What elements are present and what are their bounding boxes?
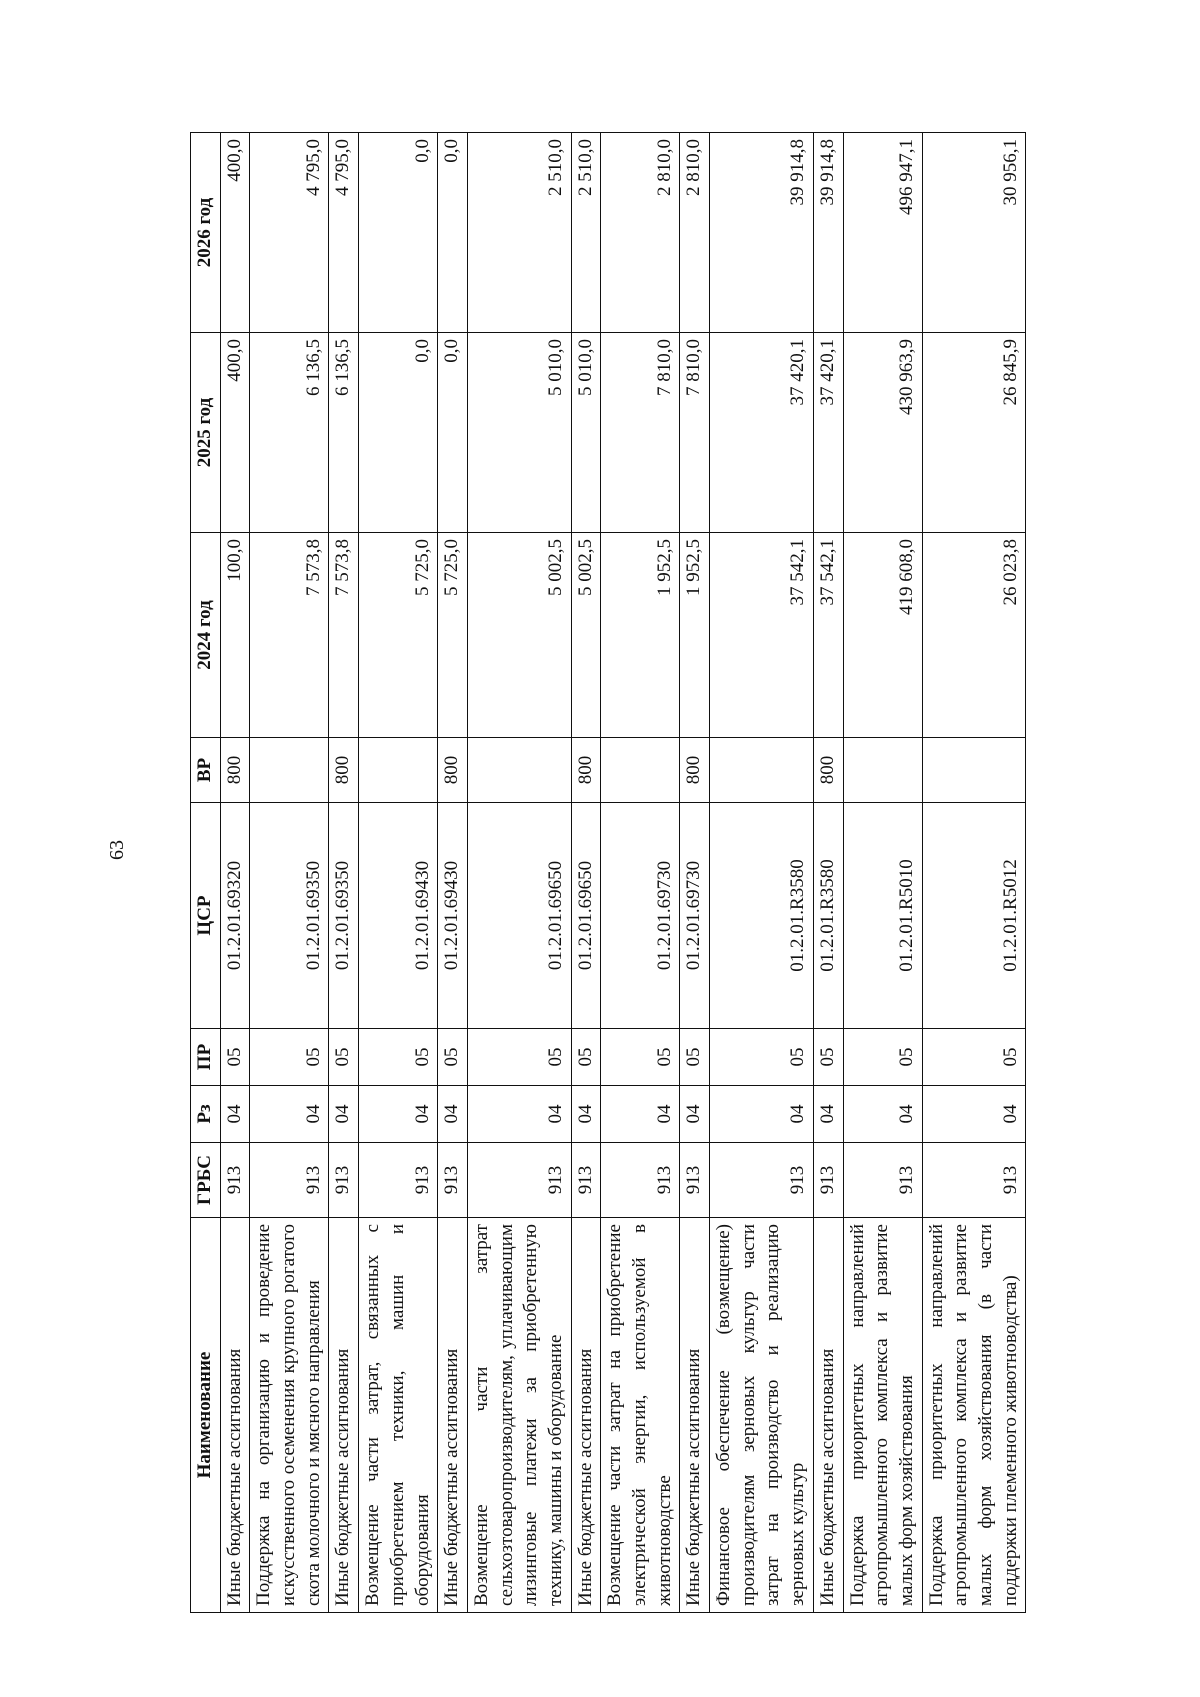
header-2026: 2026 год xyxy=(191,133,221,333)
cell-2024: 5 725,0 xyxy=(438,533,468,738)
cell-2024: 100,0 xyxy=(220,533,250,738)
cell-2026: 2 810,0 xyxy=(601,133,680,333)
cell-rz: 04 xyxy=(329,1086,359,1143)
cell-vr: 800 xyxy=(680,738,710,803)
cell-rz: 04 xyxy=(467,1086,571,1143)
cell-2026: 2 810,0 xyxy=(680,133,710,333)
cell-2025: 7 810,0 xyxy=(601,333,680,533)
cell-2024: 1 952,5 xyxy=(680,533,710,738)
cell-grbs: 913 xyxy=(250,1143,329,1218)
cell-grbs: 913 xyxy=(843,1143,922,1218)
header-pr: ПР xyxy=(191,1029,221,1086)
cell-grbs: 913 xyxy=(710,1143,814,1218)
cell-rz: 04 xyxy=(601,1086,680,1143)
cell-rz: 04 xyxy=(220,1086,250,1143)
cell-2026: 0,0 xyxy=(438,133,468,333)
cell-vr xyxy=(467,738,571,803)
cell-vr: 800 xyxy=(571,738,601,803)
cell-csr: 01.2.01.69350 xyxy=(250,803,329,1029)
cell-2024: 26 023,8 xyxy=(922,533,1026,738)
budget-table-container xyxy=(190,133,1025,1613)
cell-2026: 30 956,1 xyxy=(922,133,1026,333)
table-row xyxy=(601,133,680,1613)
table-row xyxy=(467,133,571,1613)
cell-name: Возмещение части затрат, связанных с приобретением техники, машин и оборудования xyxy=(359,1218,438,1613)
cell-vr xyxy=(710,738,814,803)
cell-csr: 01.2.01.69730 xyxy=(601,803,680,1029)
cell-2024: 1 952,5 xyxy=(601,533,680,738)
cell-pr: 05 xyxy=(438,1029,468,1086)
cell-rz: 04 xyxy=(250,1086,329,1143)
cell-2025: 5 010,0 xyxy=(467,333,571,533)
cell-rz: 04 xyxy=(680,1086,710,1143)
cell-csr: 01.2.01.69650 xyxy=(571,803,601,1029)
cell-name: Поддержка приоритетных направлений агропромышленного комплекса и развитие малых форм хозяйствования (в части поддержки племенного животноводства) xyxy=(922,1218,1026,1613)
cell-vr xyxy=(922,738,1026,803)
header-2024: 2024 год xyxy=(191,533,221,738)
cell-2025: 0,0 xyxy=(359,333,438,533)
cell-2024: 7 573,8 xyxy=(250,533,329,738)
cell-name: Иные бюджетные ассигнования xyxy=(438,1218,468,1613)
cell-pr: 05 xyxy=(813,1029,843,1086)
cell-pr: 05 xyxy=(843,1029,922,1086)
cell-2024: 5 002,5 xyxy=(571,533,601,738)
cell-2025: 6 136,5 xyxy=(250,333,329,533)
cell-name: Иные бюджетные ассигнования xyxy=(329,1218,359,1613)
cell-vr xyxy=(843,738,922,803)
cell-rz: 04 xyxy=(571,1086,601,1143)
cell-name: Поддержка приоритетных направлений агропромышленного комплекса и развитие малых форм хозяйствования xyxy=(843,1218,922,1613)
cell-pr: 05 xyxy=(220,1029,250,1086)
cell-rz: 04 xyxy=(922,1086,1026,1143)
cell-rz: 04 xyxy=(359,1086,438,1143)
cell-grbs: 913 xyxy=(438,1143,468,1218)
header-name: Наименование xyxy=(191,1218,221,1613)
cell-pr: 05 xyxy=(250,1029,329,1086)
table-row xyxy=(922,133,1026,1613)
cell-rz: 04 xyxy=(843,1086,922,1143)
cell-name: Иные бюджетные ассигнования xyxy=(220,1218,250,1613)
cell-vr: 800 xyxy=(329,738,359,803)
cell-vr: 800 xyxy=(438,738,468,803)
cell-csr: 01.2.01.69430 xyxy=(438,803,468,1029)
table-row xyxy=(813,133,843,1613)
table-row xyxy=(359,133,438,1613)
cell-rz: 04 xyxy=(438,1086,468,1143)
cell-csr: 01.2.01.69320 xyxy=(220,803,250,1029)
cell-2026: 4 795,0 xyxy=(329,133,359,333)
cell-grbs: 913 xyxy=(329,1143,359,1218)
cell-2025: 7 810,0 xyxy=(680,333,710,533)
cell-2024: 5 725,0 xyxy=(359,533,438,738)
cell-2024: 37 542,1 xyxy=(813,533,843,738)
cell-csr: 01.2.01.R3580 xyxy=(813,803,843,1029)
table-row xyxy=(843,133,922,1613)
cell-2026: 39 914,8 xyxy=(813,133,843,333)
cell-name: Иные бюджетные ассигнования xyxy=(680,1218,710,1613)
table-row xyxy=(680,133,710,1613)
cell-2025: 0,0 xyxy=(438,333,468,533)
cell-2025: 430 963,9 xyxy=(843,333,922,533)
cell-grbs: 913 xyxy=(680,1143,710,1218)
table-row xyxy=(329,133,359,1613)
header-rz: Рз xyxy=(191,1086,221,1143)
cell-2024: 419 608,0 xyxy=(843,533,922,738)
cell-2026: 496 947,1 xyxy=(843,133,922,333)
cell-vr xyxy=(359,738,438,803)
table-row xyxy=(438,133,468,1613)
cell-vr: 800 xyxy=(813,738,843,803)
cell-vr xyxy=(250,738,329,803)
cell-grbs: 913 xyxy=(571,1143,601,1218)
cell-rz: 04 xyxy=(813,1086,843,1143)
cell-2024: 5 002,5 xyxy=(467,533,571,738)
cell-name: Финансовое обеспечение (возмещение) производителям зерновых культур части затрат на производство и реализацию зерновых культур xyxy=(710,1218,814,1613)
cell-name: Иные бюджетные ассигнования xyxy=(571,1218,601,1613)
cell-2025: 37 420,1 xyxy=(710,333,814,533)
cell-csr: 01.2.01.69650 xyxy=(467,803,571,1029)
cell-name: Поддержка на организацию и проведение искусственного осеменения крупного рогатого скота молочного и мясного направления xyxy=(250,1218,329,1613)
header-grbs: ГРБС xyxy=(191,1143,221,1218)
cell-name: Возмещение части затрат на приобретение электрической энергии, используемой в животноводстве xyxy=(601,1218,680,1613)
cell-rz: 04 xyxy=(710,1086,814,1143)
cell-2025: 26 845,9 xyxy=(922,333,1026,533)
header-csr: ЦСР xyxy=(191,803,221,1029)
cell-2024: 37 542,1 xyxy=(710,533,814,738)
header-vr: ВР xyxy=(191,738,221,803)
cell-csr: 01.2.01.R5012 xyxy=(922,803,1026,1029)
cell-csr: 01.2.01.69350 xyxy=(329,803,359,1029)
cell-2026: 2 510,0 xyxy=(467,133,571,333)
cell-pr: 05 xyxy=(710,1029,814,1086)
cell-csr: 01.2.01.69430 xyxy=(359,803,438,1029)
cell-name: Возмещение части затрат сельхозтоваропроизводителям, уплачивающим лизинговые платежи за приобретенную технику, машины и оборудование xyxy=(467,1218,571,1613)
cell-2024: 7 573,8 xyxy=(329,533,359,738)
table-row xyxy=(250,133,329,1613)
budget-table xyxy=(190,132,1026,1613)
cell-2026: 2 510,0 xyxy=(571,133,601,333)
cell-pr: 05 xyxy=(329,1029,359,1086)
cell-2025: 400,0 xyxy=(220,333,250,533)
cell-2026: 39 914,8 xyxy=(710,133,814,333)
cell-grbs: 913 xyxy=(467,1143,571,1218)
cell-2025: 6 136,5 xyxy=(329,333,359,533)
cell-pr: 05 xyxy=(922,1029,1026,1086)
table-row xyxy=(220,133,250,1613)
page-number: 63 xyxy=(106,840,128,860)
cell-name: Иные бюджетные ассигнования xyxy=(813,1218,843,1613)
cell-2025: 37 420,1 xyxy=(813,333,843,533)
cell-grbs: 913 xyxy=(220,1143,250,1218)
cell-pr: 05 xyxy=(571,1029,601,1086)
header-row xyxy=(191,133,221,1613)
cell-grbs: 913 xyxy=(922,1143,1026,1218)
cell-vr xyxy=(601,738,680,803)
cell-2026: 400,0 xyxy=(220,133,250,333)
cell-pr: 05 xyxy=(680,1029,710,1086)
cell-2026: 0,0 xyxy=(359,133,438,333)
header-2025: 2025 год xyxy=(191,333,221,533)
cell-2025: 5 010,0 xyxy=(571,333,601,533)
cell-pr: 05 xyxy=(601,1029,680,1086)
cell-grbs: 913 xyxy=(601,1143,680,1218)
cell-csr: 01.2.01.R5010 xyxy=(843,803,922,1029)
cell-vr: 800 xyxy=(220,738,250,803)
cell-grbs: 913 xyxy=(813,1143,843,1218)
table-row xyxy=(571,133,601,1613)
cell-grbs: 913 xyxy=(359,1143,438,1218)
cell-csr: 01.2.01.69730 xyxy=(680,803,710,1029)
cell-csr: 01.2.01.R3580 xyxy=(710,803,814,1029)
cell-2026: 4 795,0 xyxy=(250,133,329,333)
table-row xyxy=(710,133,814,1613)
cell-pr: 05 xyxy=(467,1029,571,1086)
cell-pr: 05 xyxy=(359,1029,438,1086)
